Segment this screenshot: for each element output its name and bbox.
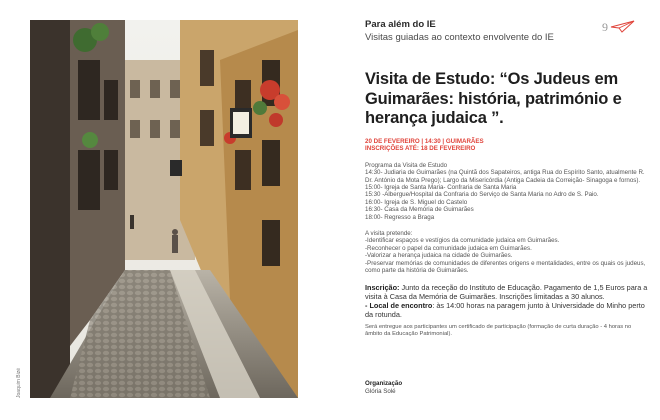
program-item: 15:00- Igreja de Santa Maria- Confraria de Santa Maria — [365, 183, 517, 191]
plane-logo-icon — [600, 18, 636, 36]
registration-label: Inscrição: — [365, 283, 400, 293]
program-block — [365, 162, 650, 221]
goals-heading: A visita pretende: — [365, 229, 413, 237]
event-content — [365, 70, 650, 338]
program-item: 16:30- Casa da Memória de Guimarães — [365, 206, 474, 214]
meeting-label: - Local de encontro — [365, 301, 433, 311]
street-photo — [30, 20, 298, 398]
organization-label: Organização — [365, 380, 403, 387]
section-title: Para além do IE — [365, 19, 436, 30]
event-date-line: 20 DE FEVEREIRO | 14:30 | GUIMARÃES — [365, 137, 484, 145]
registration-block — [365, 283, 650, 319]
program-item: 14:30- Judiaria de Guimarães (na Quintã dos Sapateiros, antiga Rua do Espírito Santo, atualmente R. Dr. António da Mota Prego); Largo da Misericórdia (Antiga Cadeia da Correição- Sinagoga e fornos). — [365, 169, 645, 184]
goals-block — [365, 230, 650, 274]
program-item: 15:30 -Albergue/Hospital da Confraria do Serviço de Santa Maria no Adro de S. Paio. — [365, 191, 599, 199]
logo — [600, 18, 636, 36]
program-item: 18:00- Regresso a Braga — [365, 213, 435, 221]
event-title: Visita de Estudo: “Os Judeus em Guimarães: história, património e herança judaica ”. — [365, 70, 622, 127]
goal-item: -Identificar espaços e vestígios da comunidade judaica em Guimarães. — [365, 237, 560, 245]
street-photo-icon — [30, 20, 298, 398]
goal-item: -Valorizar a herança judaica na cidade de Guimarães. — [365, 252, 513, 260]
program-heading: Programa da Visita de Estudo — [365, 161, 448, 169]
goal-item: -Preservar memórias de comunidades de diferentes origens e mentalidades, entre os quais os judeus, como parte da história de Guimarães. — [365, 259, 646, 274]
section-subtitle: Visitas guiadas ao contexto envolvente do IE — [365, 32, 554, 43]
event-date-block — [365, 138, 650, 153]
logo-number: 9 — [602, 20, 608, 34]
program-item: 16:00- Igreja de S. Miguel do Castelo — [365, 198, 468, 206]
certificate-note: Será entregue aos participantes um certificado de participação (formação de curta duração - 4 horas no âmbito da Educação Patrimonial). — [365, 324, 632, 338]
photo-credit: Joaquim Bizé — [16, 367, 22, 398]
organization-block — [365, 380, 402, 395]
registration-text: Junto da receção do Instituto de Educação. Pagamento de 1,5 Euros para a visita à Casa da Memória de Guimarães. Inscrições limitadas a 30 alunos. — [365, 283, 648, 302]
meeting-text: : às 14:00 horas na paragem junto à Universidade do Minho perto da rotunda. — [365, 301, 645, 320]
organization-name: Glória Solé — [365, 387, 396, 395]
goal-item: -Reconhecer o papel da comunidade judaica em Guimarães. — [365, 244, 532, 252]
registration-deadline: INSCRIÇÕES ATÉ: 18 DE FEVEREIRO — [365, 145, 476, 153]
